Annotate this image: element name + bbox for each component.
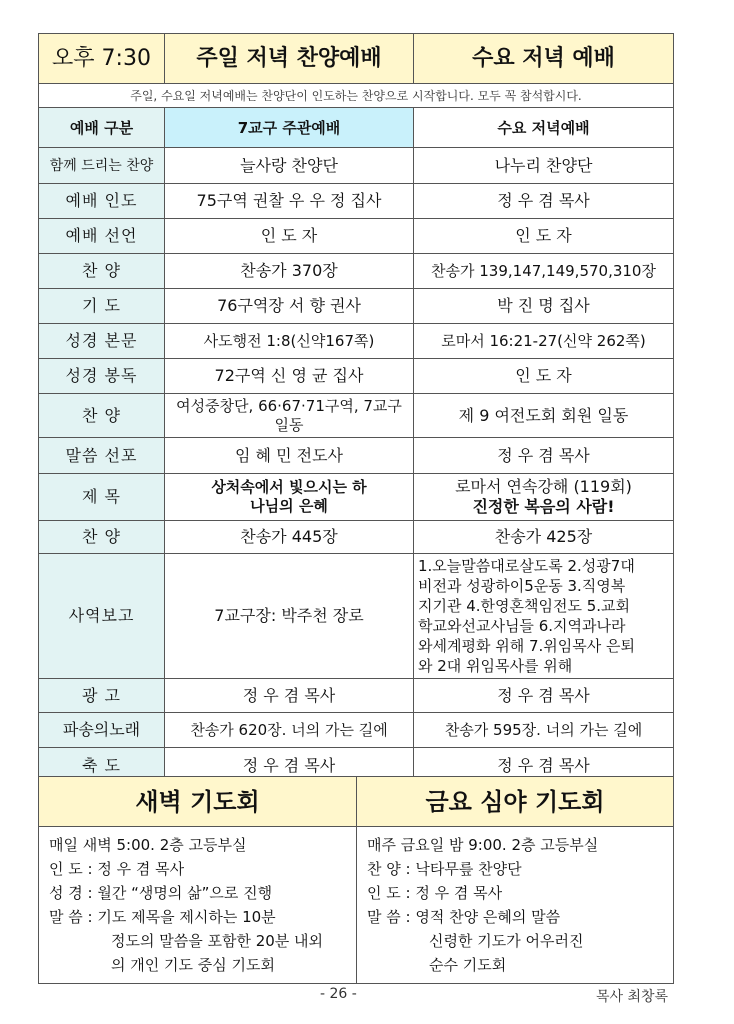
service-notice: 주일, 수요일 저녁예배는 찬양단이 인도하는 찬양으로 시작합니다. 모두 꼭 참석합시다.: [39, 84, 674, 108]
report-line: 와 2대 위임목사를 위해: [418, 657, 573, 675]
sunday-cell: 찬송가 370장: [165, 254, 414, 289]
row-label: 축 도: [39, 748, 165, 784]
friday-word-line: 영적 찬양 은혜의 말씀: [415, 908, 561, 926]
dawn-leader: 정 우 겸 목사: [97, 860, 185, 878]
row-label: 찬 양: [39, 254, 165, 289]
dawn-leader-key: 인 도 :: [49, 860, 93, 878]
report-row: [39, 554, 674, 679]
sunday-cell: 사도행전 1:8(신약167쪽): [165, 324, 414, 359]
sunday-cell: 정 우 겸 목사: [165, 748, 414, 784]
sunday-cell: 임 혜 민 전도사: [165, 438, 414, 474]
dawn-word-line: 기도 제목을 제시하는 10분: [97, 908, 276, 926]
row-label: 예배 선언: [39, 219, 165, 254]
friday-praise: 낙타무릎 찬양단: [415, 860, 522, 878]
friday-prayer-title: 금요 심야 기도회: [357, 777, 674, 827]
wednesday-cell: 찬송가 595장. 너의 가는 길에: [414, 713, 674, 748]
wednesday-cell: 인 도 자: [414, 219, 674, 254]
wednesday-cell: 인 도 자: [414, 359, 674, 394]
dawn-word-line: 의 개인 기도 중심 기도회: [111, 956, 275, 974]
table-row: [39, 324, 674, 359]
column-header-category: 예배 구분: [39, 108, 165, 148]
report-line: 와세계평화 위해 7.위임목사 은퇴: [418, 637, 635, 655]
sunday-cell: 75구역 권찰 우 우 정 집사: [165, 184, 414, 219]
row-label: 함께 드리는 찬양: [39, 148, 165, 184]
report-line: 지기관 4.한영혼책임전도 5.교회: [418, 597, 631, 615]
dawn-prayer-title: 새벽 기도회: [39, 777, 357, 827]
dawn-bible-key: 성 경 :: [49, 884, 93, 902]
wednesday-service-title: 수요 저녁 예배: [414, 34, 674, 84]
page-author: 목사 최창록: [596, 989, 669, 1005]
column-header-wednesday: 수요 저녁예배: [414, 108, 674, 148]
friday-schedule: 매주 금요일 밤 9:00. 2층 고등부실: [367, 836, 599, 854]
sunday-cell: 여성중창단, 66·67·71구역, 7교구 일동: [165, 394, 414, 438]
worship-schedule-table: [38, 33, 674, 784]
table-row: [39, 394, 674, 438]
row-label: 파송의노래: [39, 713, 165, 748]
table-row: [39, 521, 674, 554]
dawn-word-line: 정도의 말씀을 포함한 20분 내외: [111, 932, 324, 950]
table-row: [39, 184, 674, 219]
table-row: [39, 359, 674, 394]
wednesday-sermon-cell: [414, 474, 674, 521]
sermon-row: [39, 474, 674, 521]
report-line: 1.오늘말씀대로살도록 2.성광7대: [418, 557, 635, 575]
wednesday-cell: 정 우 겸 목사: [414, 438, 674, 474]
sunday-sermon-title: 상처속에서 빛으시는 하나님의 은혜: [165, 474, 414, 521]
friday-word-line: 순수 기도회: [429, 956, 507, 974]
sunday-report: 7교구장: 박주천 장로: [165, 554, 414, 679]
row-label: 말씀 선포: [39, 438, 165, 474]
table-row: [39, 219, 674, 254]
wednesday-cell: 제 9 여전도회 회원 일동: [414, 394, 674, 438]
wednesday-cell: 박 진 명 집사: [414, 289, 674, 324]
friday-word-key: 말 씀 :: [367, 908, 411, 926]
sunday-cell: 찬송가 445장: [165, 521, 414, 554]
sermon-series: 로마서 연속강해 (119회): [455, 477, 632, 496]
wednesday-report: [414, 554, 674, 679]
sunday-service-title: 주일 저녁 찬양예배: [165, 34, 414, 84]
row-label: 기 도: [39, 289, 165, 324]
wednesday-sermon-title: 진정한 복음의 사람!: [472, 497, 615, 516]
row-label: 사역보고: [39, 554, 165, 679]
friday-praise-key: 찬 양 :: [367, 860, 411, 878]
column-header-sunday: 7교구 주관예배: [165, 108, 414, 148]
page-number: - 26 -: [320, 986, 357, 1002]
row-label: 성경 본문: [39, 324, 165, 359]
table-row: [39, 438, 674, 474]
sunday-cell: 72구역 신 영 균 집사: [165, 359, 414, 394]
wednesday-cell: 나누리 찬양단: [414, 148, 674, 184]
wednesday-cell: 찬송가 139,147,149,570,310장: [414, 254, 674, 289]
sunday-cell: 찬송가 620장. 너의 가는 길에: [165, 713, 414, 748]
table-row: [39, 713, 674, 748]
sunday-cell: 정 우 겸 목사: [165, 679, 414, 713]
row-label: 성경 봉독: [39, 359, 165, 394]
dawn-word-key: 말 씀 :: [49, 908, 93, 926]
wednesday-cell: 로마서 16:21-27(신약 262쪽): [414, 324, 674, 359]
table-row: [39, 289, 674, 324]
dawn-bible: 월간 “생명의 삶”으로 진행: [97, 884, 273, 902]
table-row: [39, 679, 674, 713]
prayer-meetings-table: [38, 776, 674, 984]
friday-leader-key: 인 도 :: [367, 884, 411, 902]
table-row: [39, 254, 674, 289]
row-label: 찬 양: [39, 394, 165, 438]
table-row: [39, 148, 674, 184]
service-time: 오후 7:30: [39, 34, 165, 84]
row-label: 광 고: [39, 679, 165, 713]
wednesday-cell: 찬송가 425장: [414, 521, 674, 554]
friday-leader: 정 우 겸 목사: [415, 884, 503, 902]
report-line: 비전과 성광하이5운동 3.직영복: [418, 577, 626, 595]
sunday-cell: 늘사랑 찬양단: [165, 148, 414, 184]
dawn-prayer-details: [39, 827, 357, 984]
wednesday-cell: 정 우 겸 목사: [414, 184, 674, 219]
report-line: 학교와선교사님들 6.지역과나라: [418, 617, 626, 635]
row-label: 찬 양: [39, 521, 165, 554]
dawn-schedule: 매일 새벽 5:00. 2층 고등부실: [49, 836, 247, 854]
sunday-cell: 76구역장 서 향 권사: [165, 289, 414, 324]
wednesday-cell: 정 우 겸 목사: [414, 748, 674, 784]
row-label: 예배 인도: [39, 184, 165, 219]
friday-word-line: 신령한 기도가 어우러진: [429, 932, 584, 950]
wednesday-cell: 정 우 겸 목사: [414, 679, 674, 713]
friday-prayer-details: [357, 827, 674, 984]
row-label: 제 목: [39, 474, 165, 521]
sunday-cell: 인 도 자: [165, 219, 414, 254]
